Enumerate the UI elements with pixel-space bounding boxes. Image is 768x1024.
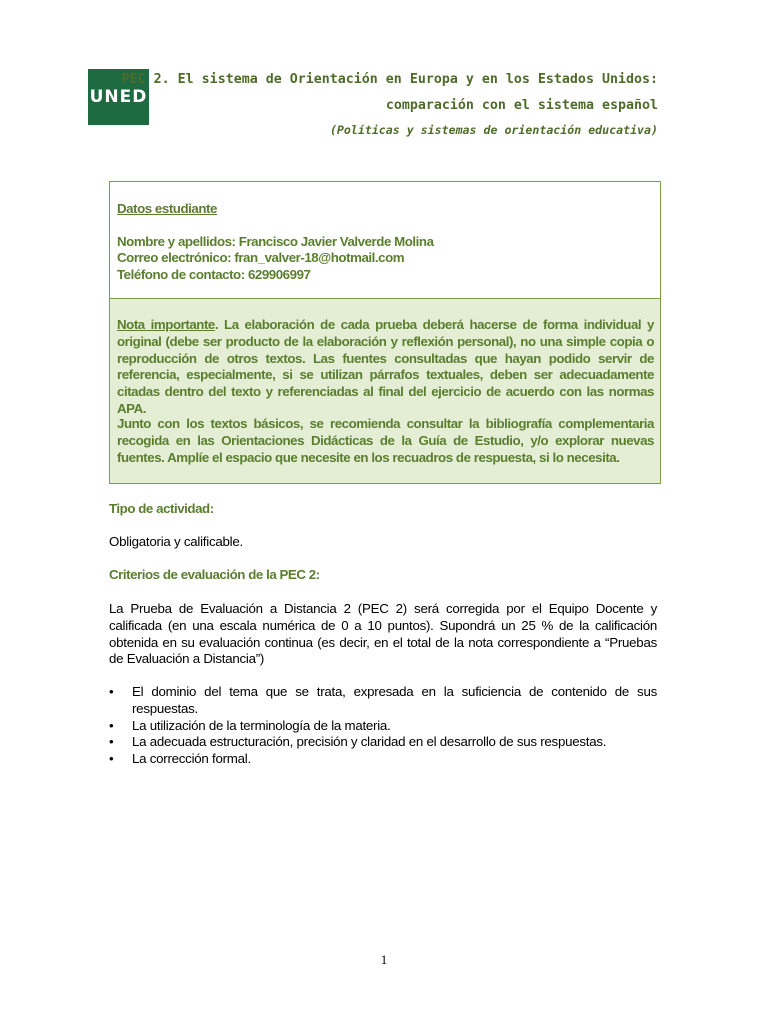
document-title-line2: comparación con el sistema español bbox=[385, 98, 658, 113]
activity-type-value: Obligatoria y calificable. bbox=[109, 534, 243, 549]
student-email: Correo electrónico: fran_valver-18@hotmail.com bbox=[117, 250, 405, 265]
list-item: • La utilización de la terminología de la materia. bbox=[109, 718, 657, 735]
list-item: • El dominio del tema que se trata, expresada en la suficiencia de contenido de sus respuestas. bbox=[109, 684, 657, 718]
activity-type-heading: Tipo de actividad: bbox=[109, 501, 214, 516]
important-note-label: Nota importante bbox=[117, 317, 215, 332]
page-number: 1 bbox=[380, 952, 388, 967]
list-item: • La corrección formal. bbox=[109, 751, 657, 768]
evaluation-criteria-paragraph: La Prueba de Evaluación a Distancia 2 (PEC 2) será corregida por el Equipo Docente y calificada (en una escala numérica de 0 a 10 puntos). Supondrá un 25 % de la calificación obtenida en su evaluación continua (es decir, en el total de la nota correspondiente a “Pruebas de Evaluación a Distancia”) bbox=[109, 601, 657, 667]
student-name: Nombre y apellidos: Francisco Javier Valverde Molina bbox=[117, 234, 434, 249]
student-info-box bbox=[109, 181, 661, 484]
important-note-paragraph bbox=[117, 317, 654, 418]
student-data-heading: Datos estudiante bbox=[117, 201, 217, 216]
logo-text: UNED bbox=[89, 87, 148, 107]
evaluation-criteria-heading: Criterios de evaluación de la PEC 2: bbox=[109, 567, 320, 582]
document-subtitle: (Políticas y sistemas de orientación educativa) bbox=[329, 123, 658, 137]
list-item: • La adecuada estructuración, precisión y claridad en el desarrollo de sus respuestas. bbox=[109, 734, 657, 751]
important-note-text: . La elaboración de cada prueba deberá hacerse de forma individual y original (debe ser producto de la elaboración y reflexión personal), no una simple copia o reproducción de otros textos. Las fuentes consultadas que hayan podido servir de referencia, especialmente, si se utilizan párrafos textuales, deben ser adecuadamente citadas dentro del texto y referenciadas al final del ejercicio de acuerdo con las normas APA. bbox=[117, 317, 655, 416]
document-title-line1: PEC 2. El sistema de Orientación en Europa y en los Estados Unidos: bbox=[121, 72, 658, 87]
student-data-section bbox=[110, 182, 660, 299]
student-phone: Teléfono de contacto: 629906997 bbox=[117, 267, 311, 282]
recommendation-paragraph: Junto con los textos básicos, se recomienda consultar la bibliografía complementaria recogida en las Orientaciones Didácticas de la Guía de Estudio, y/o explorar nuevas fuentes. Amplíe el espacio que necesite en los recuadros de respuesta, si lo necesita. bbox=[117, 416, 654, 465]
criteria-list bbox=[109, 684, 657, 768]
important-note-section bbox=[110, 299, 660, 483]
